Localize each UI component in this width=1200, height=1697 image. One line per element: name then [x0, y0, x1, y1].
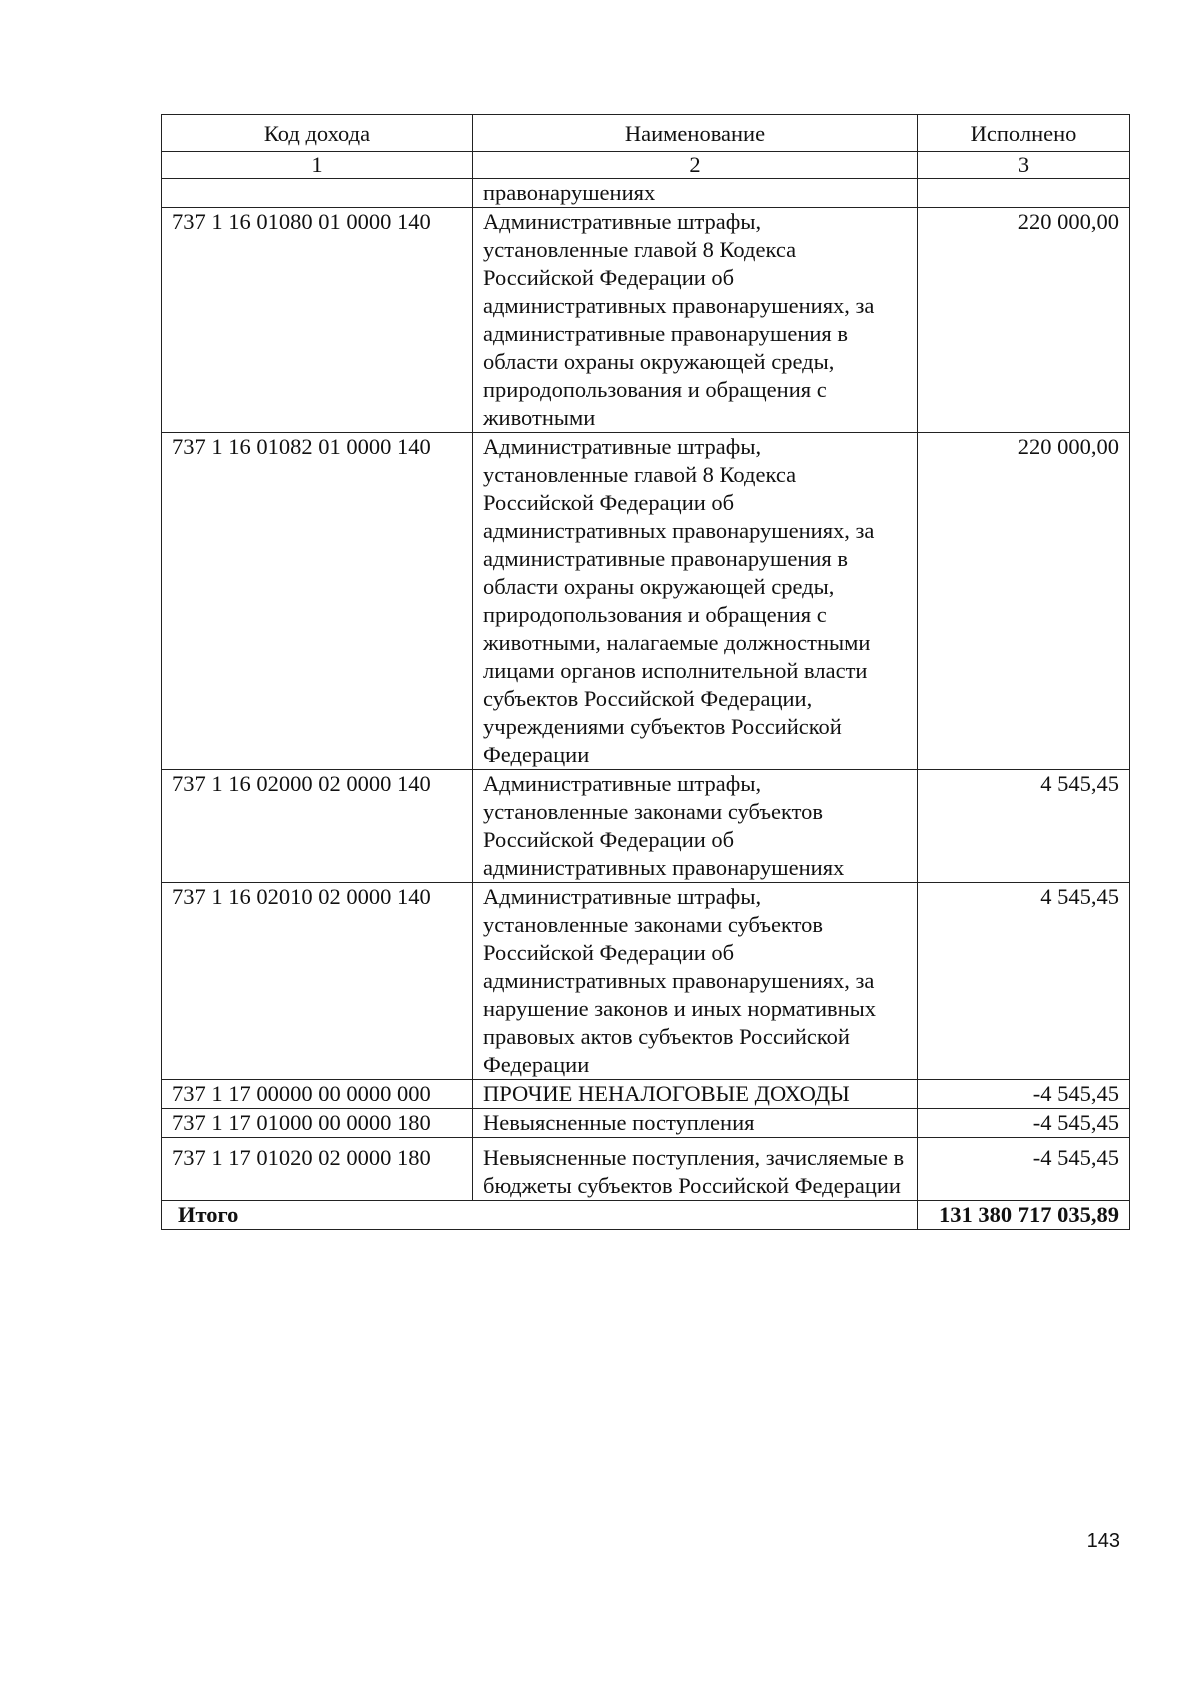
table-row [162, 883, 1130, 1080]
amount-executed: 220 000,00 [918, 433, 1130, 770]
column-number: 2 [473, 152, 918, 179]
income-name: Невыясненные поступления [473, 1109, 918, 1138]
header-row [162, 115, 1130, 152]
amount-executed: -4 545,45 [918, 1080, 1130, 1109]
page-number: 143 [1086, 1530, 1120, 1552]
table-row [162, 208, 1130, 433]
table-row [162, 1109, 1130, 1138]
income-code: 737 1 16 02010 02 0000 140 [162, 883, 473, 1080]
total-amount: 131 380 717 035,89 [918, 1201, 1130, 1230]
income-name: правонарушениях [473, 179, 918, 208]
amount-executed: 4 545,45 [918, 883, 1130, 1080]
income-name: Административные штрафы, установленные главой 8 Кодекса Российской Федерации об административных правонарушениях, за административные правонарушения в области охраны окружающей среды, природопользования и обращения с животными [473, 208, 918, 433]
table-row [162, 433, 1130, 770]
income-code: 737 1 17 00000 00 0000 000 [162, 1080, 473, 1109]
income-code: 737 1 17 01020 02 0000 180 [162, 1138, 473, 1201]
income-name: Административные штрафы, установленные главой 8 Кодекса Российской Федерации об административных правонарушениях, за административные правонарушения в области охраны окружающей среды, природопользования и обращения с животными, налагаемые должностными лицами органов исполнительной власти субъектов Российской Федерации, учреждениями субъектов Российской Федерации [473, 433, 918, 770]
income-name: Невыясненные поступления, зачисляемые в бюджеты субъектов Российской Федерации [473, 1138, 918, 1201]
amount-executed: -4 545,45 [918, 1109, 1130, 1138]
revenue-table [161, 114, 1130, 1230]
amount-executed [918, 179, 1130, 208]
income-code: 737 1 16 01080 01 0000 140 [162, 208, 473, 433]
header-amount: Исполнено [918, 115, 1130, 152]
column-number: 1 [162, 152, 473, 179]
table-row [162, 179, 1130, 208]
amount-executed: -4 545,45 [918, 1138, 1130, 1201]
income-code: 737 1 16 02000 02 0000 140 [162, 770, 473, 883]
table-row [162, 770, 1130, 883]
income-name: Административные штрафы, установленные законами субъектов Российской Федерации об административных правонарушениях, за нарушение законов и иных нормативных правовых актов субъектов Российской Федерации [473, 883, 918, 1080]
income-code: 737 1 17 01000 00 0000 180 [162, 1109, 473, 1138]
amount-executed: 220 000,00 [918, 208, 1130, 433]
amount-executed: 4 545,45 [918, 770, 1130, 883]
column-number-row [162, 152, 1130, 179]
header-code: Код дохода [162, 115, 473, 152]
table-row [162, 1138, 1130, 1201]
header-name: Наименование [473, 115, 918, 152]
income-name: Административные штрафы, установленные законами субъектов Российской Федерации об административных правонарушениях [473, 770, 918, 883]
income-code [162, 179, 473, 208]
income-code: 737 1 16 01082 01 0000 140 [162, 433, 473, 770]
total-row [162, 1201, 1130, 1230]
table-row [162, 1080, 1130, 1109]
income-name: ПРОЧИЕ НЕНАЛОГОВЫЕ ДОХОДЫ [473, 1080, 918, 1109]
total-label: Итого [162, 1201, 918, 1230]
column-number: 3 [918, 152, 1130, 179]
